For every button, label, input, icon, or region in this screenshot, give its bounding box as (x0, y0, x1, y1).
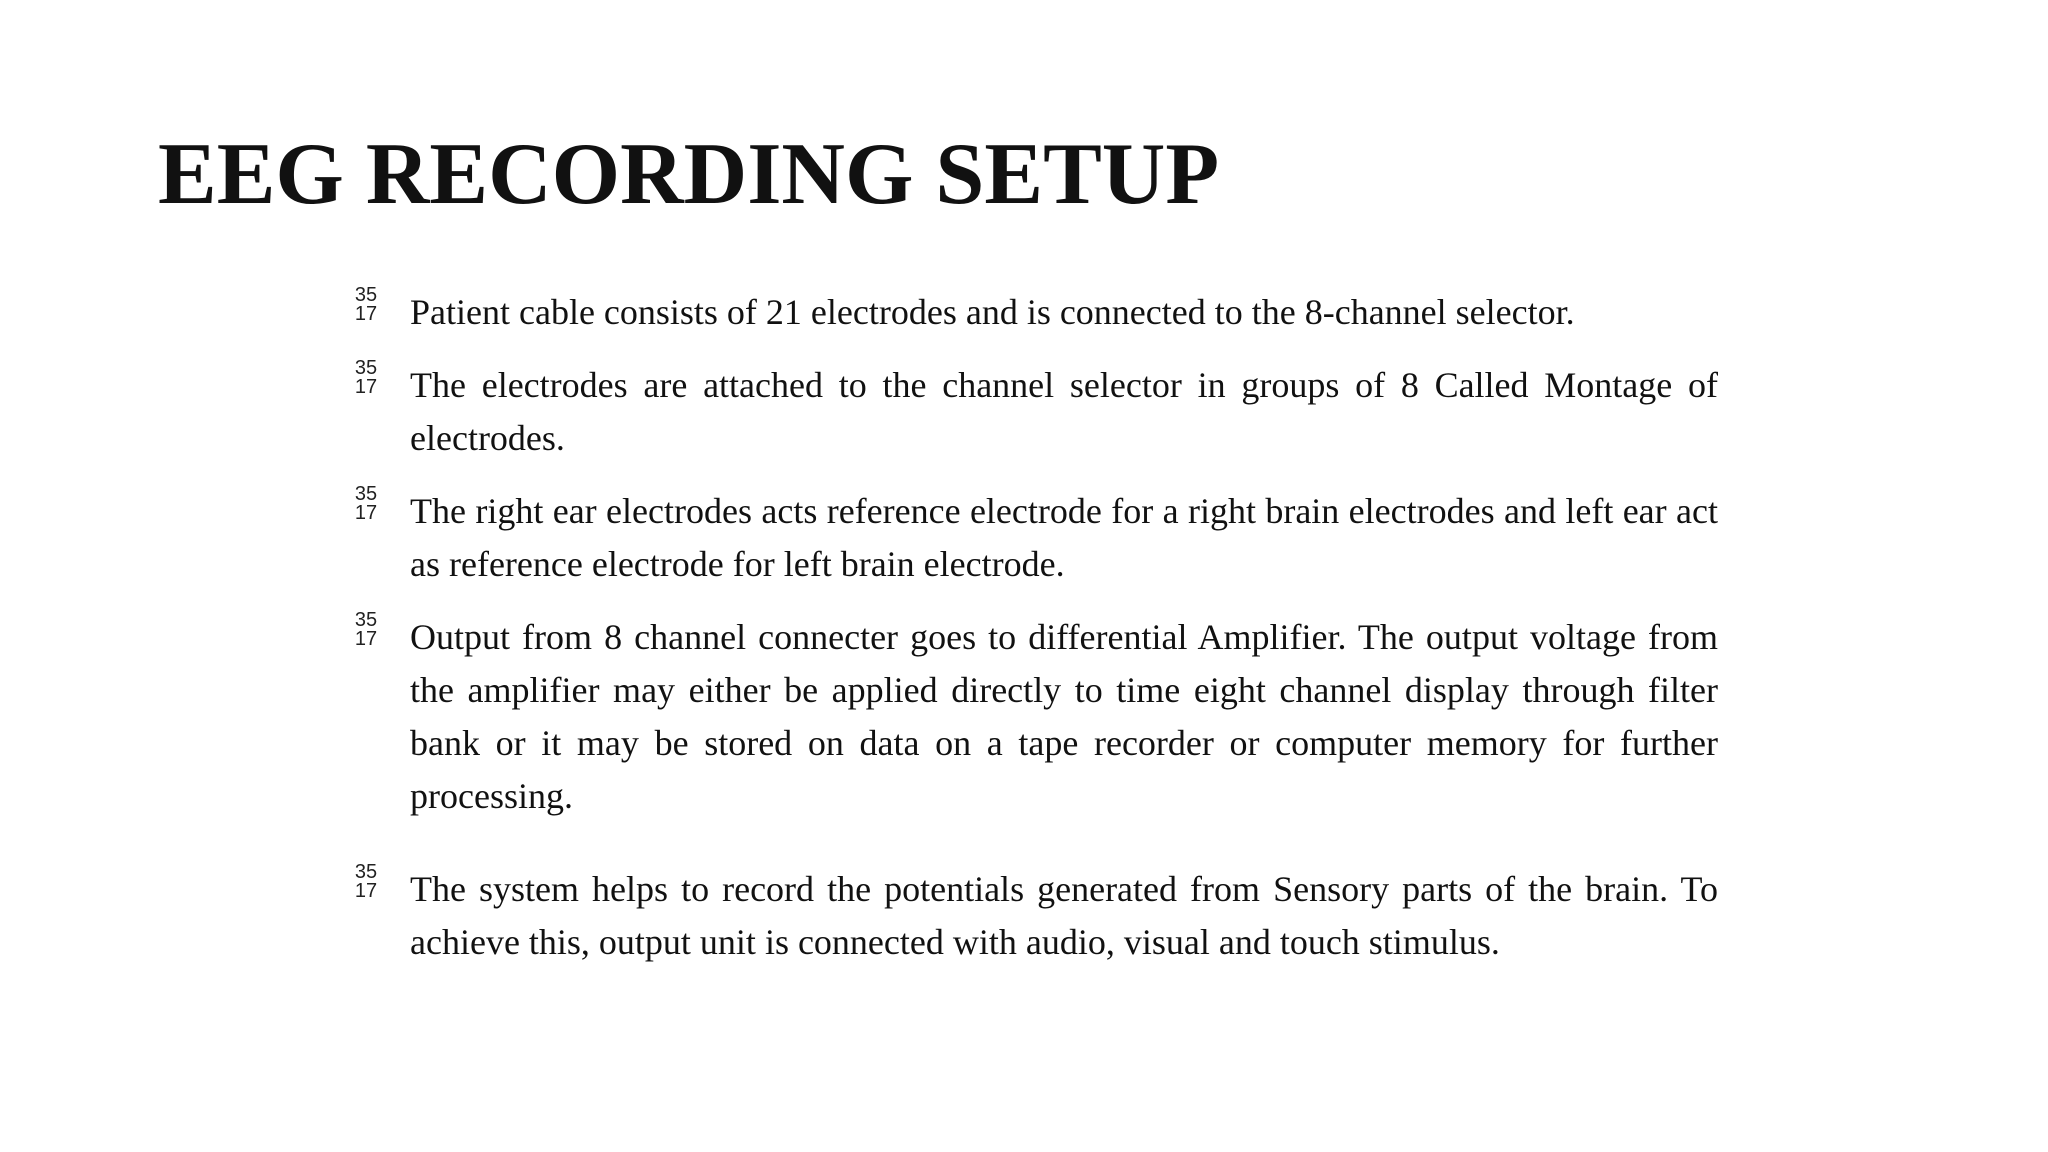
bullet-marker-top: 35 (354, 609, 378, 631)
bullet-marker-icon (352, 286, 380, 324)
bullet-text: Patient cable consists of 21 electrodes and is connected to the 8-channel selector. (410, 292, 1575, 332)
bullet-item (352, 286, 1718, 339)
bullet-item (352, 485, 1718, 591)
bullet-marker-icon (352, 863, 380, 901)
bullet-text: The system helps to record the potentials generated from Sensory parts of the brain. To achieve this, output unit is connected with audio, visual and touch stimulus. (410, 869, 1718, 962)
bullet-item (352, 611, 1718, 823)
bullet-marker-bottom: 17 (354, 303, 378, 325)
bullet-item (352, 863, 1718, 969)
bullet-marker-top: 35 (354, 357, 378, 379)
bullet-marker-bottom: 17 (354, 880, 378, 902)
bullet-marker-top: 35 (354, 284, 378, 306)
bullet-marker-bottom: 17 (354, 502, 378, 524)
bullet-text: The right ear electrodes acts reference electrode for a right brain electrodes and left ear act as reference electrode for left brain electrode. (410, 491, 1718, 584)
bullet-marker-icon (352, 485, 380, 523)
bullet-marker-icon (352, 611, 380, 649)
bullet-marker-icon (352, 359, 380, 397)
bullet-marker-top: 35 (354, 483, 378, 505)
bullet-text: The electrodes are attached to the channel selector in groups of 8 Called Montage of electrodes. (410, 365, 1718, 458)
bullet-item (352, 359, 1718, 465)
bullet-list (352, 286, 1718, 989)
slide-title: EEG RECORDING SETUP (158, 126, 1220, 223)
bullet-marker-top: 35 (354, 861, 378, 883)
bullet-marker-bottom: 17 (354, 376, 378, 398)
bullet-marker-bottom: 17 (354, 628, 378, 650)
bullet-text: Output from 8 channel connecter goes to differential Amplifier. The output voltage from the amplifier may either be applied directly to time eight channel display through filter bank or it may be stored on data on a tape recorder or computer memory for further processing. (410, 617, 1718, 816)
